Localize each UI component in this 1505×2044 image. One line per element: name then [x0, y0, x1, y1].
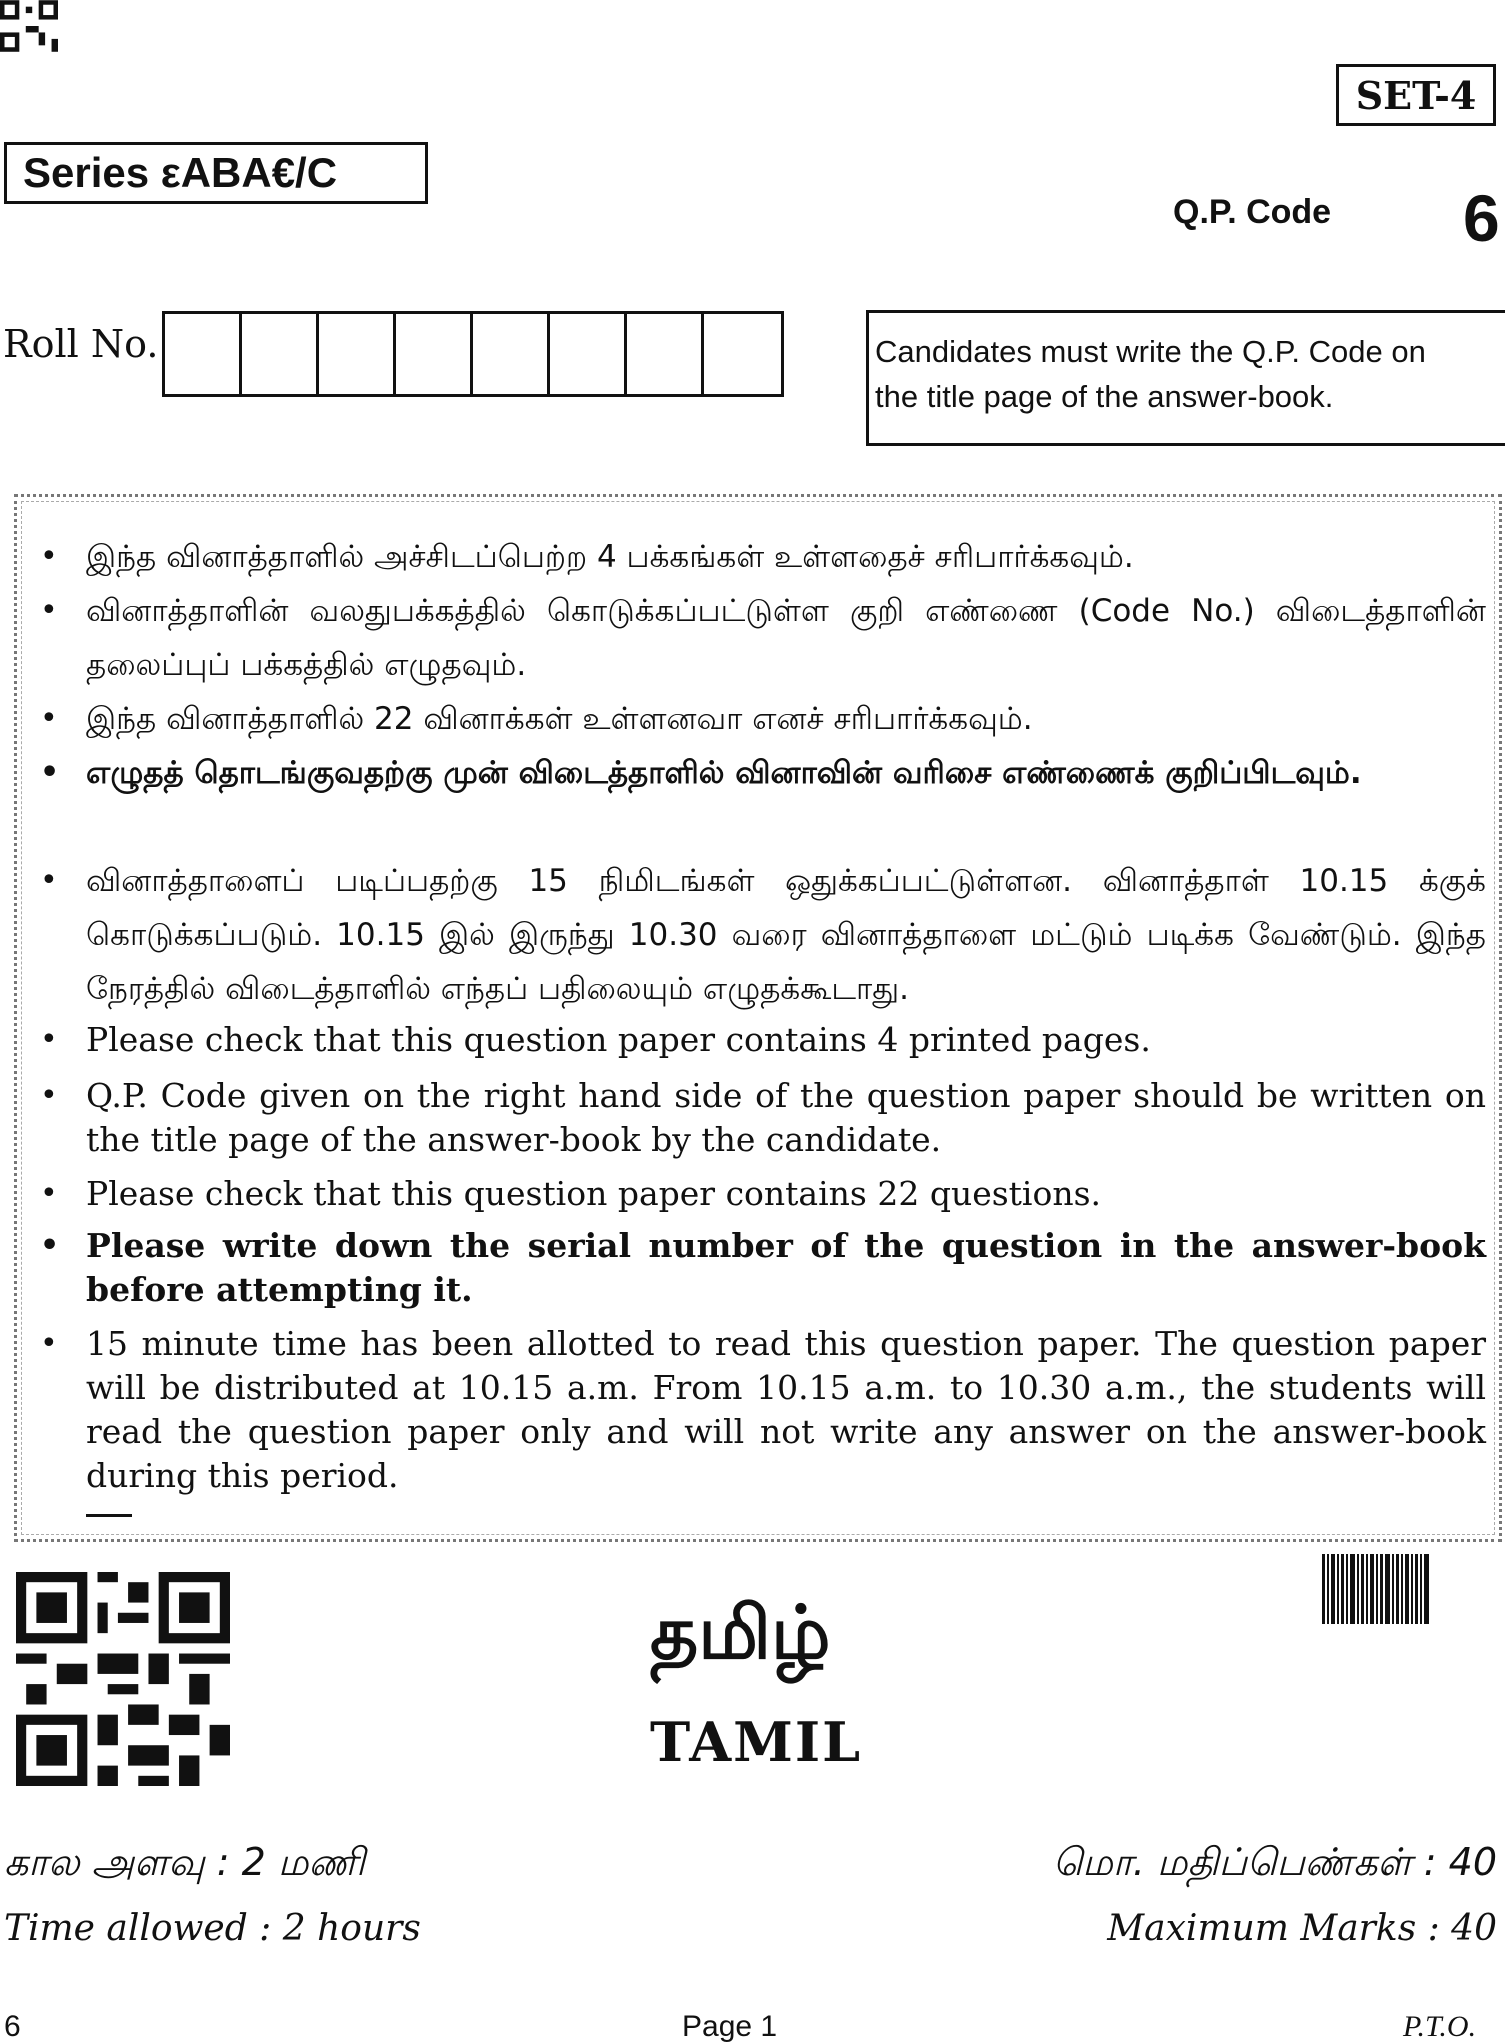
roll-digit-box[interactable] [704, 314, 781, 394]
barcode-icon [1322, 1554, 1432, 1624]
qr-code-icon [14, 1572, 232, 1786]
roll-digit-box[interactable] [396, 314, 473, 394]
roll-digit-box[interactable] [473, 314, 550, 394]
series-label: Series εABA€/C [4, 142, 428, 204]
candidate-note-box [866, 310, 1505, 446]
roll-digit-box[interactable] [165, 314, 242, 394]
candidate-note-line: the title page of the answer-book. [875, 379, 1334, 414]
set-badge: SET-4 [1336, 64, 1496, 126]
instruction-english: • Please write down the serial number of the question in the answer-book before attempting it. [86, 1224, 1486, 1312]
instruction-english: • 15 minute time has been allotted to read this question paper. The question paper will be distributed at 10.15 a.m. From 10.15 a.m. to 10.30 a.m., the students will read the question paper only and will not write any answer on the answer-book during this period. [86, 1322, 1486, 1498]
instruction-tamil: • வினாத்தாளைப் படிப்பதற்கு 15 நிமிடங்கள் ஒதுக்கப்பட்டுள்ளன. வினாத்தாள் 10.15 க்குக் கொடுக்கப்படும். 10.15 இல் இருந்து 10.30 வரை வினாத்தாளை மட்டும் படிக்க வேண்டும். இந்த நேரத்தில் விடைத்தாளில் எந்தப் பதிலையும் எழுதக்கூடாது. [86, 854, 1486, 1016]
max-marks-english: Maximum Marks : 40 [1107, 1908, 1497, 1949]
max-marks-tamil: மொ. மதிப்பெண்கள் : 40 [1052, 1840, 1497, 1884]
qp-code-label: Q.P. Code [1173, 193, 1332, 231]
roll-digit-box[interactable] [550, 314, 627, 394]
roll-digit-box[interactable] [627, 314, 704, 394]
instruction-english: • Please check that this question paper contains 22 questions. [86, 1172, 1486, 1216]
instruction-tamil: • வினாத்தாளின் வலதுபக்கத்தில் கொடுக்கப்பட்டுள்ள குறி எண்ணை (Code No.) விடைத்தாளின் தலைப்புப் பக்கத்தில் எழுதவும். [86, 584, 1486, 692]
instruction-tamil: • இந்த வினாத்தாளில் அச்சிடப்பெற்ற 4 பக்கங்கள் உள்ளதைச் சரிபார்க்கவும். [86, 530, 1486, 584]
qp-code-value: 6 [1463, 181, 1500, 255]
footer-code: 6 [4, 2010, 21, 2043]
end-dash [86, 1514, 132, 1517]
instruction-english: • Please check that this question paper contains 4 printed pages. [86, 1018, 1486, 1062]
roll-number-label: Roll No. [3, 322, 159, 366]
instruction-tamil: • இந்த வினாத்தாளில் 22 வினாக்கள் உள்ளனவா எனச் சரிபார்க்கவும். [86, 692, 1486, 746]
time-allowed-english: Time allowed : 2 hours [4, 1908, 421, 1949]
subject-title-english: TAMIL [650, 1710, 863, 1774]
subject-title-tamil: தமிழ் [650, 1590, 831, 1676]
instruction-tamil: • எழுதத் தொடங்குவதற்கு முன் விடைத்தாளில் வினாவின் வரிசை எண்ணைக் குறிப்பிடவும். [86, 746, 1486, 800]
instruction-english: • Q.P. Code given on the right hand side of the question paper should be written on the title page of the answer-book by the candidate. [86, 1074, 1486, 1162]
roll-number-boxes[interactable] [162, 311, 784, 397]
footer-pto: P.T.O. [1403, 2010, 1477, 2043]
footer-page-number: Page 1 [682, 2010, 778, 2043]
candidate-note-line: Candidates must write the Q.P. Code on [875, 334, 1426, 369]
roll-digit-box[interactable] [242, 314, 319, 394]
time-allowed-tamil: கால அளவு : 2 மணி [4, 1840, 365, 1884]
roll-digit-box[interactable] [319, 314, 396, 394]
small-qr-code-icon [0, 0, 58, 52]
